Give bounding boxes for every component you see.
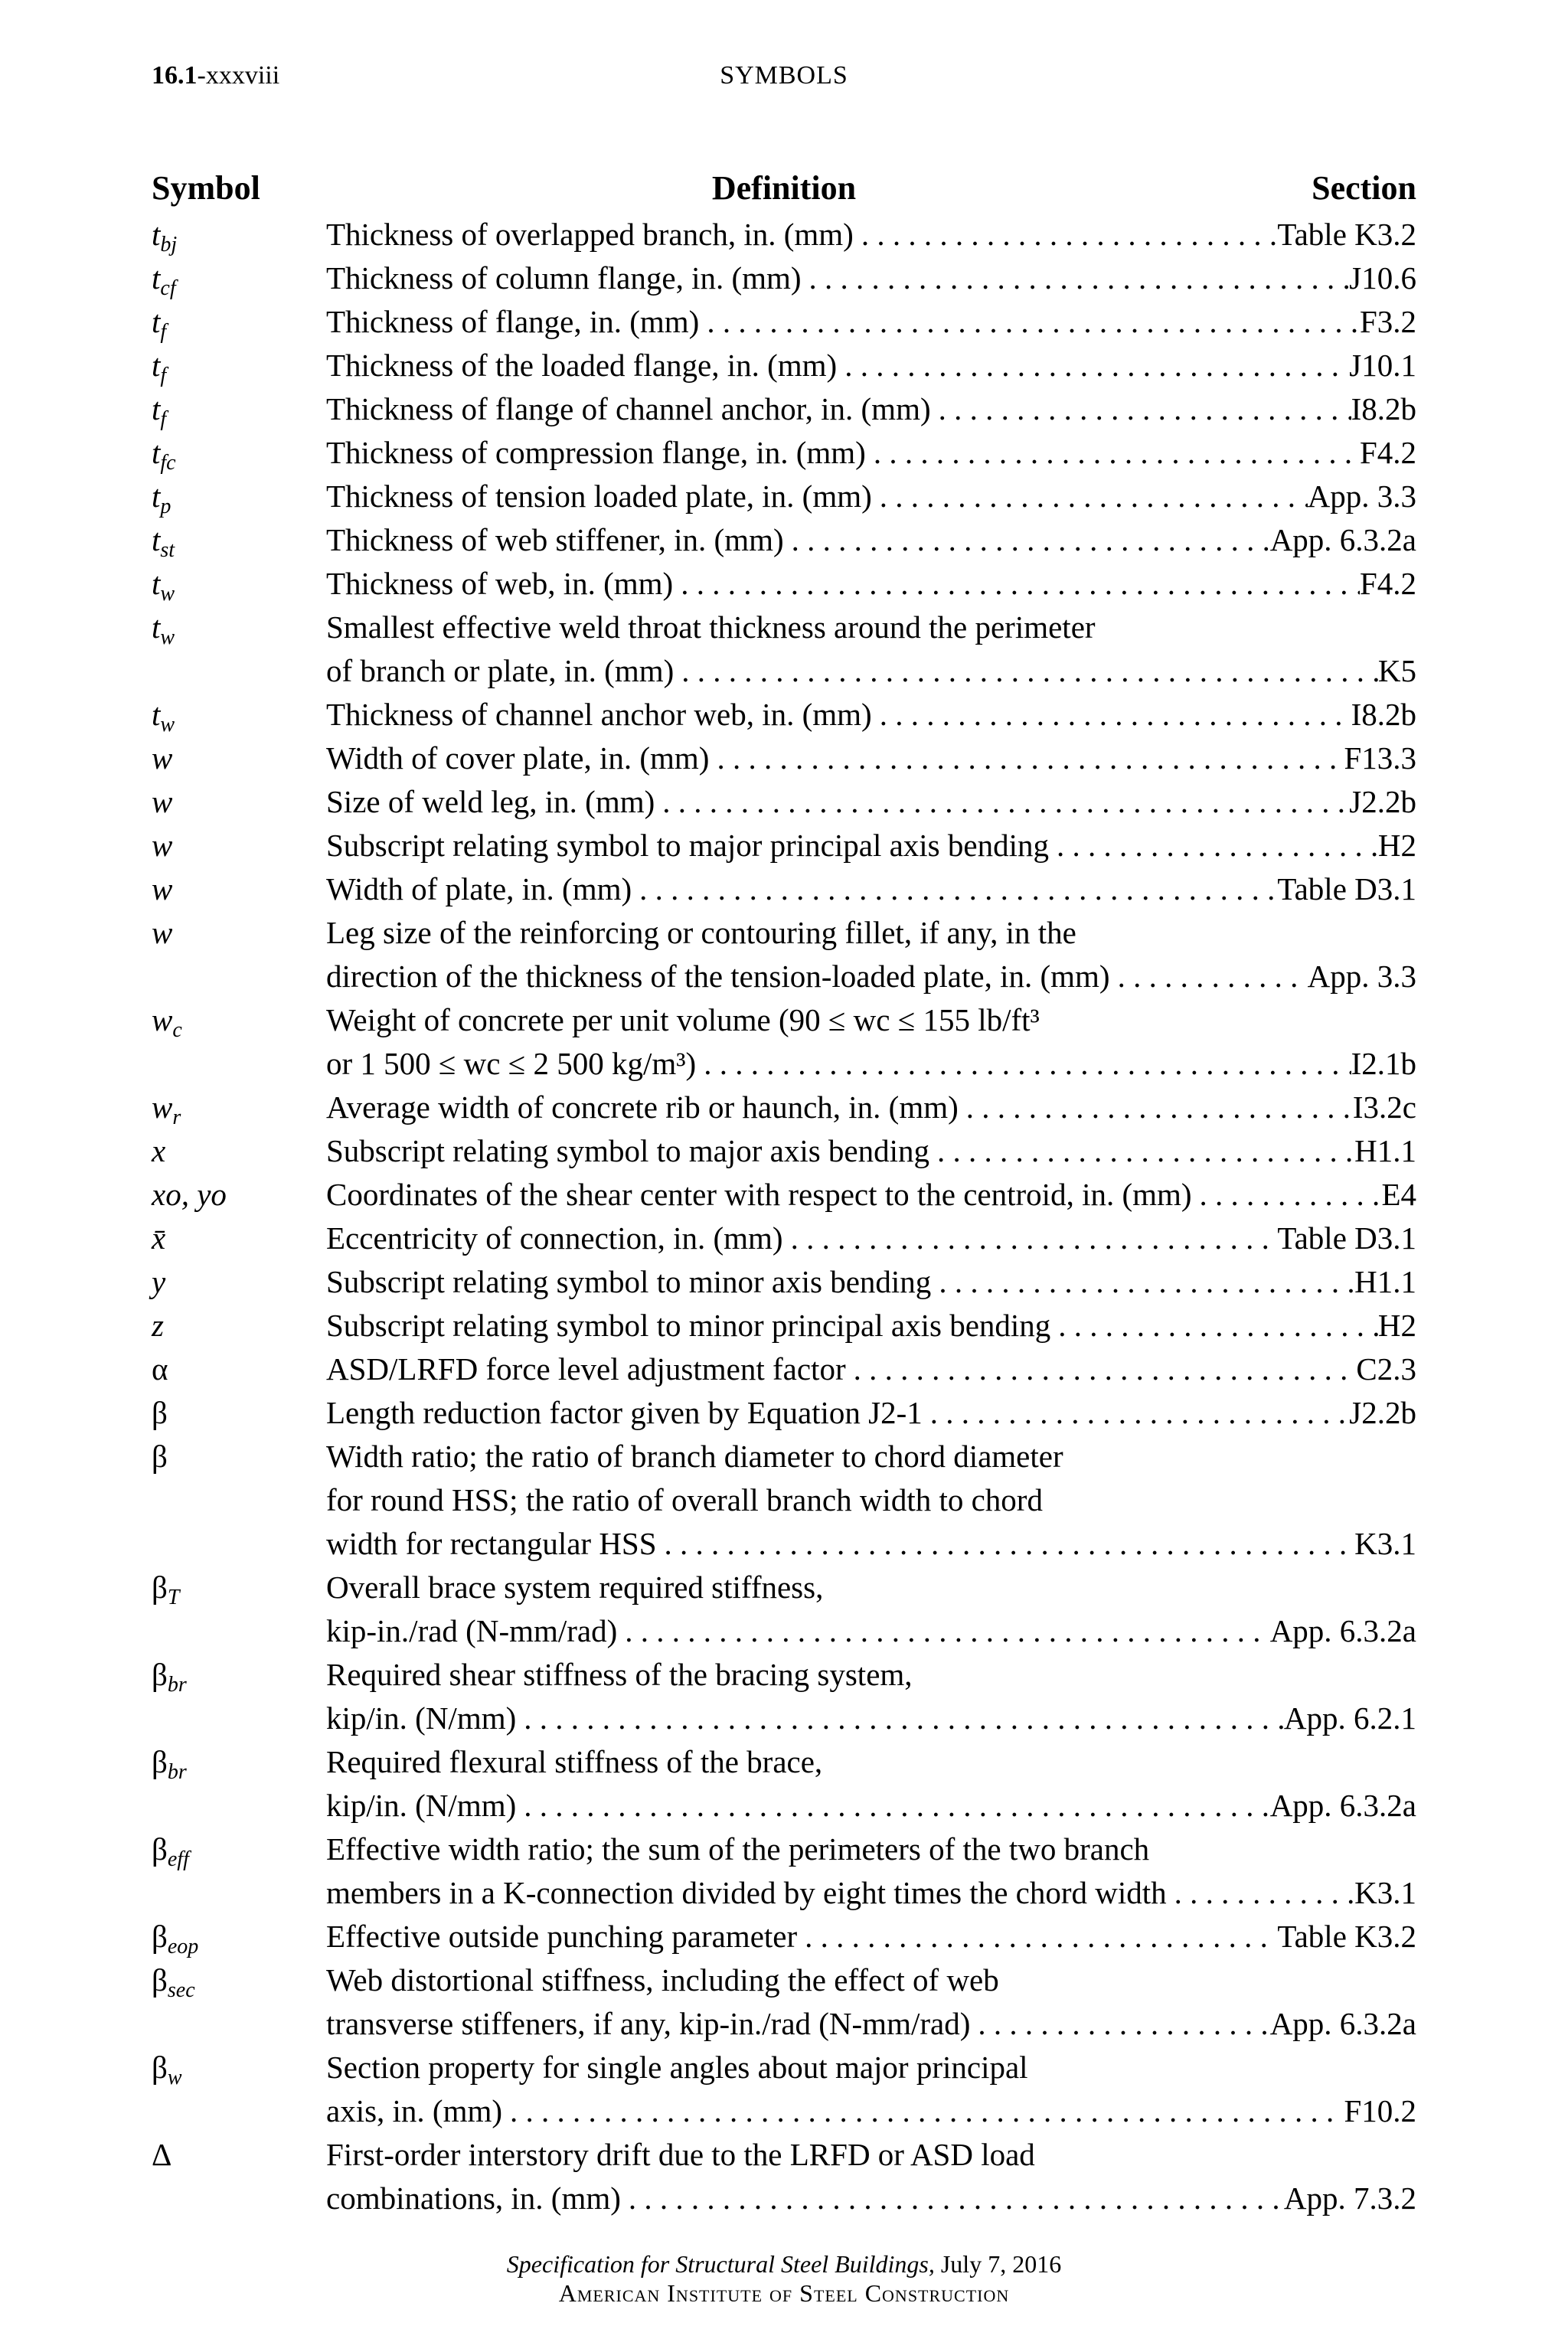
definition-line: Weight of concrete per unit volume (90 ≤ wc ≤ 155 lb/ft³ [326,1002,1040,1037]
section-reference: J10.1 [1349,348,1416,383]
definition-line: Web distortional stiffness, including the effect of web [326,1962,999,1998]
definition [326,1348,1416,1391]
symbol: $\beta_{br}$ [152,1744,187,1784]
definition-line: direction of the thickness of the tension-loaded plate, in. (mm) [326,959,1110,994]
symbol-row [152,2133,1416,2220]
dot-leader [1049,824,1378,867]
dot-leader [846,1348,1357,1391]
dot-leader [657,1522,1355,1566]
definition-line: combinations, in. (mm) [326,2180,621,2216]
definition [326,2046,1416,2133]
definition-line: Width of plate, in. (mm) [326,871,632,906]
symbol: $t_w$ [152,609,175,649]
definition [326,1435,1416,1566]
symbol-row [152,998,1416,1086]
dot-leader [674,649,1378,693]
definition-line: kip/in. (N/mm) [326,1700,517,1736]
definition [326,562,1416,606]
dot-leader [621,2177,1284,2220]
section-reference: App. 3.3 [1307,479,1416,514]
section-reference: I3.2c [1352,1089,1416,1125]
page-header [152,61,1416,95]
dot-leader [929,1129,1354,1173]
symbol: $t_f$ [152,304,167,344]
symbol-row [152,2046,1416,2133]
definition-line: width for rectangular HSS [326,1526,657,1561]
definition-line: Leg size of the reinforcing or contouring fillet, if any, in the [326,915,1076,950]
dot-leader [784,518,1270,562]
definition-line: Required shear stiffness of the bracing system, [326,1657,913,1692]
section-reference: K3.1 [1354,1875,1416,1910]
symbol: xo, yo [152,1177,227,1212]
definition-line: Width of cover plate, in. (mm) [326,740,710,776]
section-reference: Table D3.1 [1277,871,1416,906]
symbol: w [152,871,173,906]
symbol: w [152,784,173,819]
definition [326,1304,1416,1348]
section-reference: J2.2b [1349,1395,1416,1430]
definition [326,1217,1416,1260]
dot-leader [931,387,1351,431]
section-reference: App. 6.3.2a [1269,2006,1416,2041]
dot-leader [673,562,1360,606]
section-reference: H1.1 [1354,1133,1416,1168]
symbol: w [152,915,173,950]
symbol: $\beta_{br}$ [152,1657,187,1697]
dot-leader [872,475,1308,518]
symbol-row [152,911,1416,998]
symbol: $t_p$ [152,479,172,518]
symbol-row [152,1086,1416,1129]
definition-line: Subscript relating symbol to major principal axis bending [326,828,1049,863]
column-header-section: Section [1312,169,1416,207]
symbol-row [152,344,1416,387]
definition [326,1740,1416,1828]
symbol-row [152,1958,1416,2046]
definition-line: Thickness of tension loaded plate, in. (mm) [326,479,872,514]
symbol-row [152,780,1416,824]
dot-leader [696,1042,1351,1086]
symbol: $t_{fc}$ [152,435,176,475]
symbol: z [152,1308,164,1343]
section-reference: C2.3 [1356,1351,1416,1387]
section-reference: J10.6 [1349,260,1416,296]
dot-leader [923,1391,1350,1435]
section-reference: H1.1 [1354,1264,1416,1299]
definition [326,300,1416,344]
symbol: $t_w$ [152,697,175,737]
symbol-row [152,1566,1416,1653]
definition-line: Subscript relating symbol to major axis bending [326,1133,930,1168]
dot-leader [783,1217,1278,1260]
definition-line: First-order interstory drift due to the LRFD or ASD load [326,2137,1035,2172]
definition [326,1391,1416,1435]
symbol: $\beta_{sec}$ [152,1962,195,2002]
dot-leader [866,431,1360,475]
definition [326,911,1416,998]
symbol: $t_w$ [152,566,175,606]
column-header-symbol: Symbol [152,169,260,207]
dot-leader [931,1260,1354,1304]
definition [326,1915,1416,1958]
symbol-row [152,431,1416,475]
definition [326,387,1416,431]
symbol-row [152,693,1416,737]
definition [326,693,1416,737]
symbol-row [152,1915,1416,1958]
definition [326,1260,1416,1304]
section-reference: App. 6.2.1 [1283,1700,1416,1736]
dot-leader [970,2002,1269,2046]
symbol: Δ [152,2137,172,2172]
symbol-row [152,475,1416,518]
dot-leader [1192,1173,1382,1217]
symbol-row [152,1217,1416,1260]
definition-line: Coordinates of the shear center with respect to the centroid, in. (mm) [326,1177,1192,1212]
section-reference: App. 3.3 [1307,959,1416,994]
dot-leader [872,693,1351,737]
symbol-row [152,300,1416,344]
section-reference: I2.1b [1351,1046,1416,1081]
definition [326,1653,1416,1740]
definition-line: Thickness of compression flange, in. (mm) [326,435,866,470]
symbol: x [152,1133,166,1168]
dot-leader [632,867,1277,911]
section-reference: App. 7.3.2 [1283,2180,1416,2216]
definition [326,780,1416,824]
dot-leader [837,344,1349,387]
definition [326,1958,1416,2046]
symbol-row [152,1173,1416,1217]
symbol: $\beta_{eff}$ [152,1831,189,1871]
symbol: w [152,740,173,776]
section-reference: H2 [1377,1308,1416,1343]
definition [326,1828,1416,1915]
section-reference: K5 [1377,653,1416,688]
definition [326,867,1416,911]
symbol: $t_{st}$ [152,522,175,562]
definition [326,431,1416,475]
definition [326,824,1416,867]
symbol-row [152,562,1416,606]
symbol-row [152,1435,1416,1566]
definition-line: of branch or plate, in. (mm) [326,653,675,688]
symbol-row [152,1391,1416,1435]
dot-leader [802,256,1350,300]
section-reference: F4.2 [1359,435,1416,470]
symbol: $w_c$ [152,1002,182,1042]
symbol: $\beta_T$ [152,1570,180,1609]
section-reference: F13.3 [1344,740,1416,776]
symbol: x̄ [152,1220,166,1256]
definition [326,606,1416,693]
definition-line: Overall brace system required stiffness, [326,1570,824,1605]
section-reference: K3.1 [1354,1526,1416,1561]
definition-line: ASD/LRFD force level adjustment factor [326,1351,846,1387]
definition-line: Thickness of channel anchor web, in. (mm) [326,697,872,732]
definition [326,998,1416,1086]
definition-line: transverse stiffeners, if any, kip-in./rad (N-mm/rad) [326,2006,971,2041]
symbol-row [152,1260,1416,1304]
dot-leader [1110,955,1308,998]
definition-line: axis, in. (mm) [326,2093,503,2128]
definition-line: Thickness of overlapped branch, in. (mm) [326,217,854,252]
section-reference: App. 6.3.2a [1269,522,1416,557]
definition-line: Thickness of column flange, in. (mm) [326,260,802,296]
definition-line: Thickness of flange of channel anchor, in. (mm) [326,391,931,426]
definition-line: Eccentricity of connection, in. (mm) [326,1220,783,1256]
definition-line: for round HSS; the ratio of overall branch width to chord [326,1482,1043,1517]
symbol-row [152,1348,1416,1391]
definition-line: Section property for single angles about major principal [326,2050,1028,2085]
section-reference: F10.2 [1344,2093,1416,2128]
definition-line: Thickness of web stiffener, in. (mm) [326,522,784,557]
footer-spec-title: Specification for Structural Steel Buildings, [506,2250,935,2278]
section-reference: I8.2b [1351,391,1416,426]
definition-line: kip-in./rad (N-mm/rad) [326,1613,618,1648]
symbol-row [152,213,1416,256]
definition [326,1173,1416,1217]
symbol-row [152,387,1416,431]
symbol: β [152,1395,168,1430]
definition [326,518,1416,562]
dot-leader [516,1784,1269,1828]
dot-leader [502,2089,1344,2133]
dot-leader [1167,1871,1355,1915]
footer-date: July 7, 2016 [940,2250,1062,2278]
dot-leader [516,1697,1284,1740]
symbol: y [152,1264,166,1299]
section-reference: H2 [1377,828,1416,863]
definition-line: or 1 500 ≤ wc ≤ 2 500 kg/m³) [326,1046,697,1081]
symbol-row [152,256,1416,300]
definition-line: Subscript relating symbol to minor principal axis bending [326,1308,1051,1343]
section-reference: E4 [1381,1177,1416,1212]
column-header-definition: Definition [711,169,857,207]
page-number: 16.1-xxxviii [152,61,280,90]
definition [326,1129,1416,1173]
section-reference: Table D3.1 [1277,1220,1416,1256]
dot-leader [655,780,1349,824]
dot-leader [709,737,1344,780]
section-reference: I8.2b [1351,697,1416,732]
definition [326,344,1416,387]
definition-line: members in a K-connection divided by eight times the chord width [326,1875,1167,1910]
definition [326,2133,1416,2220]
dot-leader [854,213,1278,256]
section-reference: Table K3.2 [1277,217,1416,252]
definition-line: Effective outside punching parameter [326,1919,798,1954]
definition [326,475,1416,518]
section-reference: Table K3.2 [1277,1919,1416,1954]
symbol-row [152,737,1416,780]
symbol: $t_{bj}$ [152,217,178,256]
definition-line: Size of weld leg, in. (mm) [326,784,655,819]
section-reference: J2.2b [1349,784,1416,819]
symbol: w [152,828,173,863]
symbol: $\beta_w$ [152,2050,182,2089]
dot-leader [1050,1304,1378,1348]
definition-line: Thickness of flange, in. (mm) [326,304,700,339]
footer-organization: American Institute of Steel Construction [558,2279,1010,2307]
symbol: $t_{cf}$ [152,260,176,300]
definition [326,737,1416,780]
symbol: $t_f$ [152,348,167,387]
definition-line: kip/in. (N/mm) [326,1788,517,1823]
symbol-row [152,1129,1416,1173]
definition-line: Smallest effective weld throat thickness around the perimeter [326,609,1096,645]
dot-leader [959,1086,1353,1129]
table-header [152,168,1416,210]
section-reference: App. 6.3.2a [1269,1788,1416,1823]
dot-leader [797,1915,1277,1958]
symbol-row [152,606,1416,693]
symbol: β [152,1439,168,1474]
definition [326,1086,1416,1129]
definition [326,213,1416,256]
symbol: $t_f$ [152,391,167,431]
symbols-list [152,213,1416,2220]
dot-leader [617,1609,1269,1653]
running-title: SYMBOLS [720,61,848,90]
definition-line: Thickness of web, in. (mm) [326,566,674,601]
definition-line: Width ratio; the ratio of branch diameter to chord diameter [326,1439,1063,1474]
definition-line: Length reduction factor given by Equation J2-1 [326,1395,923,1430]
symbol-row [152,1740,1416,1828]
definition [326,1566,1416,1653]
symbol-row [152,824,1416,867]
symbol-row [152,518,1416,562]
definition [326,256,1416,300]
definition-line: Thickness of the loaded flange, in. (mm) [326,348,838,383]
definition-line: Effective width ratio; the sum of the perimeters of the two branch [326,1831,1150,1867]
dot-leader [699,300,1360,344]
symbol-row [152,1828,1416,1915]
definition-line: Required flexural stiffness of the brace, [326,1744,823,1779]
page-footer [152,2249,1416,2308]
section-reference: App. 6.3.2a [1269,1613,1416,1648]
symbol: $w_r$ [152,1089,181,1129]
definition-line: Subscript relating symbol to minor axis bending [326,1264,932,1299]
section-reference: F4.2 [1359,566,1416,601]
symbol-row [152,1653,1416,1740]
symbol-row [152,1304,1416,1348]
symbol-row [152,867,1416,911]
definition-line: Average width of concrete rib or haunch, in. (mm) [326,1089,959,1125]
section-reference: F3.2 [1359,304,1416,339]
symbol: $\beta_{eop}$ [152,1919,199,1958]
symbol: α [152,1351,168,1387]
